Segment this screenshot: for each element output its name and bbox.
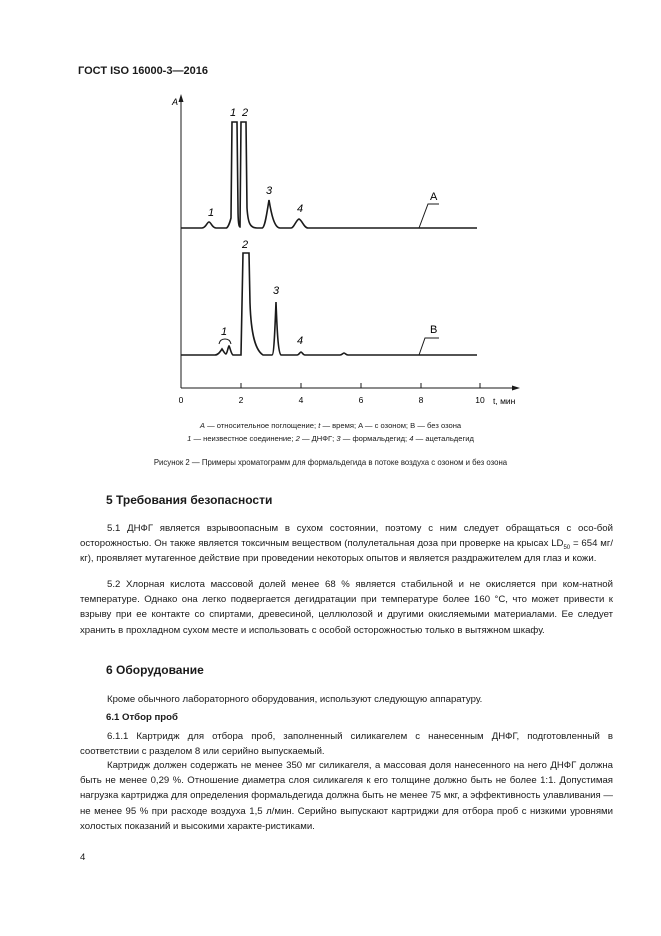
figure-caption: Рисунок 2 — Примеры хроматограмм для формальдегида в потоке воздуха с озоном и без озона	[153, 458, 508, 467]
section-5-paragraph-1: 5.1 ДНФГ является взрывоопасным в сухом состоянии, поэтому с ним следует обращаться с осо-бой осторожностью. Он также является токсичным веществом (полулетальная доза при проверке на крысах $LD_{50} = 654$ мг/кг), проявляет мутагенное действие при проведении некоторых опытов и является раздражителем для глаз и кожи.	[80, 523, 613, 565]
trace-b-peak-label: 2	[242, 239, 249, 251]
section-5-title: 5 Требования безопасности	[106, 493, 273, 507]
trace-b-peak-label: 4	[297, 335, 304, 347]
x-tick-label: 0	[178, 395, 184, 405]
trace-b-peak-label: 3	[273, 285, 280, 297]
x-tick-label: 6	[358, 395, 364, 405]
trace-a-peak-label: 1	[208, 207, 215, 219]
page-number: 4	[80, 852, 86, 863]
x-axis-arrow	[512, 386, 520, 391]
x-tick-label: 4	[298, 395, 304, 405]
section-6-1-paragraph-1: 6.1.1 Картридж для отбора проб, заполненный силикагелем с нанесенным ДНФГ, подготовленный в соответствии с разделом 8 или серийно выпускаемый.	[80, 731, 613, 758]
trace-a-leader	[419, 204, 439, 228]
trace-a-peak-label: 1	[230, 107, 237, 119]
trace-b-peak-label: 1	[221, 326, 228, 338]
trace-b-label: B	[430, 324, 438, 336]
document-header: ГОСТ ISO 16000-3—2016	[78, 65, 208, 77]
section-6-1-title: 6.1 Отбор проб	[106, 712, 178, 723]
y-axis-label: A	[172, 97, 179, 107]
section-5-paragraph-2: 5.2 Хлорная кислота массовой долей менее 68 % является стабильной и не окисляется при ком-натной температуре. Однако она легко подвергается дегидратации при температуре более 160 °С, что может привести к взрыву при ее контакте со спиртами, древесиной, целлюлозой и другими окисляемыми материалами. Ее следует хранить в прохладном сухом месте и использовать с особой осторожностью только в вытяжном шкафу.	[80, 579, 613, 636]
trace-b-bracket	[219, 339, 231, 344]
figure-legend-line-1: А — относительное поглощение; t — время; A — с озоном; B — без озона	[199, 421, 462, 430]
x-tick-label: 2	[238, 395, 244, 405]
figure-legend-line-2: 1 — неизвестное соединение; 2 — ДНФГ; 3 — формальдегид; 4 — ацетальдегид	[187, 434, 474, 443]
section-6-title: 6 Оборудование	[106, 663, 204, 677]
y-axis-arrow	[179, 94, 184, 102]
x-axis-label: t, мин	[493, 396, 516, 406]
trace-a-peak-label: 2	[242, 107, 249, 119]
trace-a-peak-label: 4	[297, 203, 304, 215]
trace-a-line	[181, 122, 477, 228]
trace-b-line	[181, 253, 477, 355]
x-tick-label: 8	[418, 395, 424, 405]
x-tick-label: 10	[475, 395, 485, 405]
section-6-1-paragraph-2: Картридж должен содержать не менее 350 мг силикагеля, а массовая доля нанесенного на него ДНФГ должна быть не менее 0,29 %. Отношение диаметра слоя силикагеля к его толщине должно быть не более 1:1. Допустимая нагрузка картриджа для определения формальдегида должна быть не менее 75 мкг, а эффективность улавливания — не менее 95 % при расходе воздуха 1,5 л/мин. Серийно выпускают картриджи для отбора проб с низкими уровнями холостых показаний и высокими характе-ристиками.	[80, 760, 613, 832]
chromatogram-figure	[160, 88, 530, 418]
trace-a-label: A	[430, 191, 438, 203]
trace-a-peak-label: 3	[266, 185, 273, 197]
section-6-intro: Кроме обычного лабораторного оборудования, используют следующую аппаратуру.	[107, 694, 483, 705]
trace-b-leader	[419, 338, 439, 355]
